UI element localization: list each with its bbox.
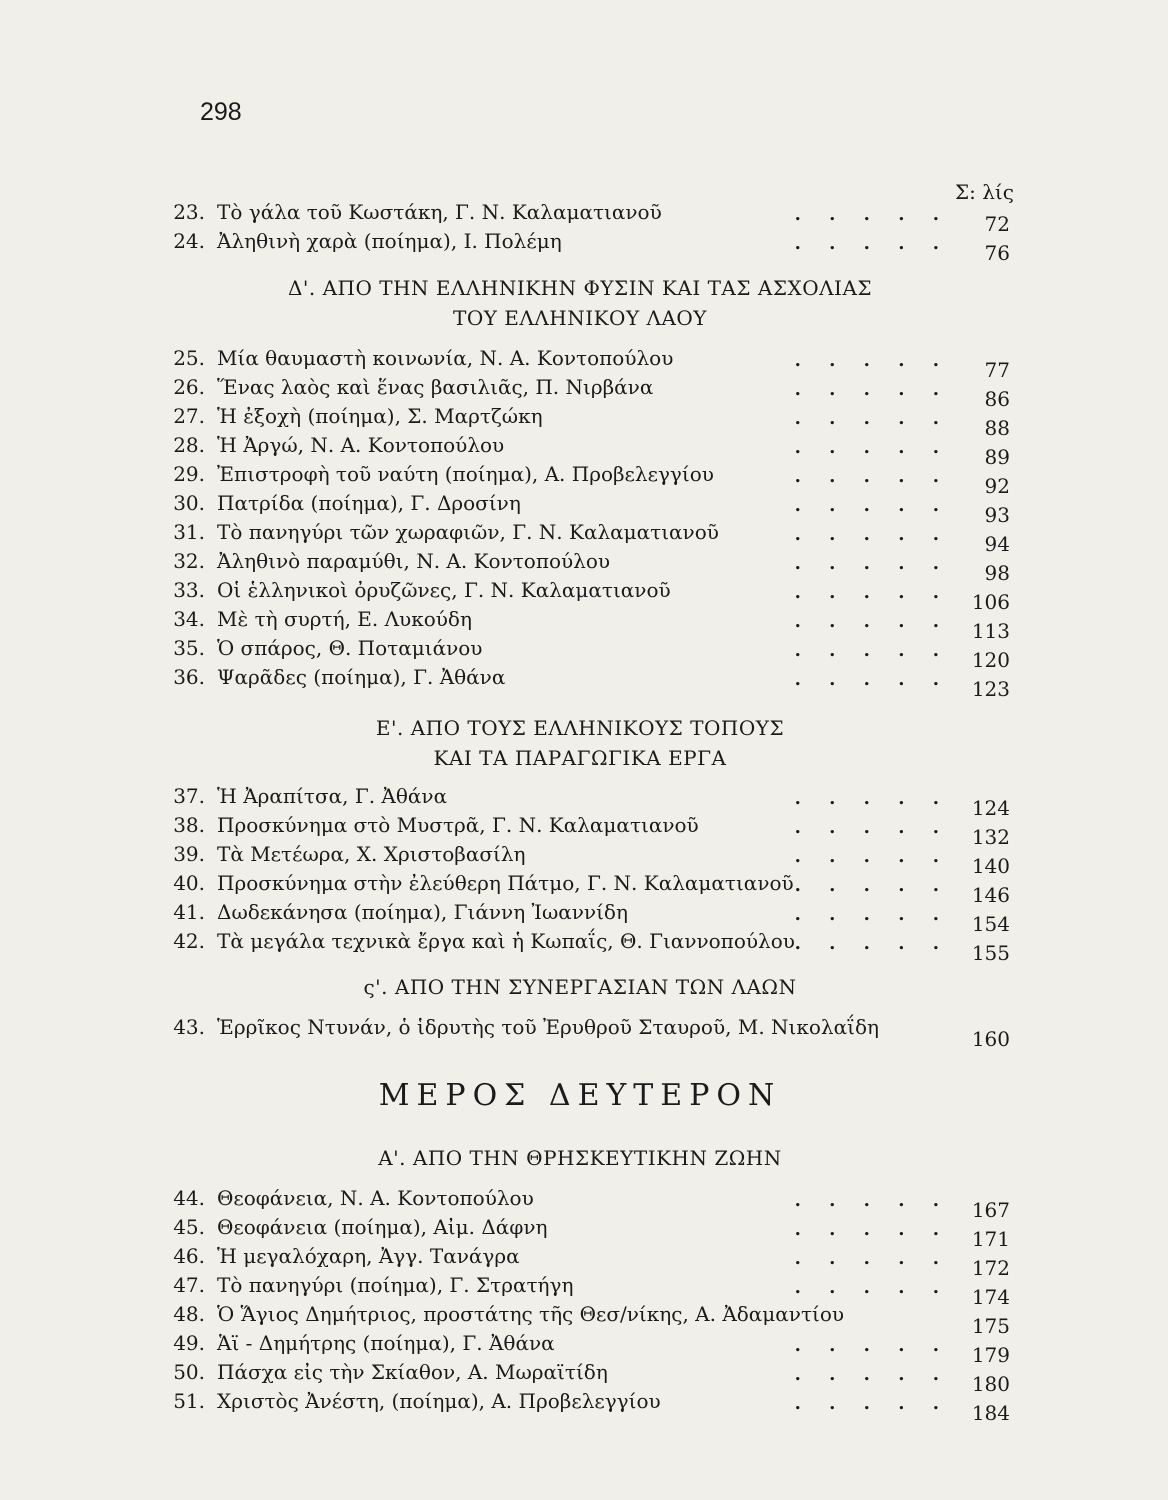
leader-dots: . . . . . (794, 1248, 950, 1269)
toc-entry (150, 1302, 1010, 1338)
entry-page: 154 (971, 912, 1010, 936)
entry-page: 180 (971, 1372, 1010, 1396)
toc-entry (150, 1215, 1010, 1251)
entry-page: 167 (971, 1198, 1010, 1222)
entry-title: Προσκύνημα στὸ Μυστρᾶ, Γ. Ν. Καλαματιανοῦ (217, 813, 699, 837)
entry-title: Χριστὸς Ἀνέστη, (ποίημα), Α. Προβελεγγίου (217, 1389, 661, 1413)
leader-dots: . . . . . (794, 437, 950, 458)
leader-dots: . . . . . (794, 846, 950, 867)
entry-number: 35. (173, 636, 205, 660)
toc-entry (150, 520, 1010, 556)
toc-entry (150, 200, 1010, 236)
toc-entry (150, 433, 1010, 469)
part-heading: ΜΕΡΟΣ ΔΕΥΤΕΡΟΝ (378, 1078, 782, 1113)
leader-dots: . . . . . (794, 817, 950, 838)
toc-entry (150, 871, 1010, 907)
leader-dots: . . . . . (794, 350, 950, 371)
entry-number: 44. (173, 1186, 205, 1210)
section-heading: Ε'. ΑΠΟ ΤΟΥΣ ΕΛΛΗΝΙΚΟΥΣ ΤΟΠΟΥΣ (375, 716, 785, 740)
entry-title: Ἡ Ἀραπίτσα, Γ. Ἀθάνα (217, 784, 448, 808)
entry-title: Πάσχα εἰς τὴν Σκίαθον, Α. Μωραϊτίδη (217, 1360, 608, 1384)
entry-page: 113 (971, 619, 1010, 643)
entry-number: 43. (173, 1015, 205, 1039)
entry-number: 45. (173, 1215, 205, 1239)
section-heading: ς'. ΑΠΟ ΤΗΝ ΣΥΝΕΡΓΑΣΙΑΝ ΤΩΝ ΛΑΩΝ (363, 975, 797, 999)
entry-number: 40. (173, 871, 205, 895)
entry-number: 48. (173, 1302, 205, 1326)
toc-entry (150, 1015, 1010, 1051)
entry-number: 32. (173, 549, 205, 573)
entry-number: 34. (173, 607, 205, 631)
entry-page: 124 (971, 796, 1010, 820)
entry-title: Οἱ ἑλληνικοὶ ὀρυζῶνες, Γ. Ν. Καλαματιανοῦ (217, 578, 671, 602)
leader-dots: . . . . . (794, 1277, 950, 1298)
entry-page: 76 (984, 241, 1010, 265)
leader-dots: . . . . . (794, 788, 950, 809)
entry-title: Προσκύνημα στὴν ἐλεύθερη Πάτμο, Γ. Ν. Καλαματιανοῦ (217, 871, 794, 895)
entry-number: 31. (173, 520, 205, 544)
entry-title: Τὰ μεγάλα τεχνικὰ ἔργα καὶ ἡ Κωπαΐς, Θ. Γιαννοπούλου (217, 929, 795, 953)
entry-page: 94 (984, 532, 1010, 556)
entry-title: Ἡ ἐξοχὴ (ποίημα), Σ. Μαρτζώκη (217, 404, 543, 428)
entry-number: 49. (173, 1331, 205, 1355)
entry-number: 47. (173, 1273, 205, 1297)
entry-page: 77 (984, 358, 1010, 382)
leader-dots: . . . . . (794, 1364, 950, 1385)
entry-number: 24. (173, 229, 205, 253)
entry-page: 140 (971, 854, 1010, 878)
toc-entry (150, 404, 1010, 440)
page-number: 298 (200, 98, 242, 126)
toc-entry (150, 1273, 1010, 1309)
entry-number: 27. (173, 404, 205, 428)
section-heading: ΤΟΥ ΕΛΛΗΝΙΚΟΥ ΛΑΟΥ (452, 306, 707, 330)
entry-page: 171 (971, 1227, 1010, 1251)
entry-title: Ἡ Ἀργώ, Ν. Α. Κοντοπούλου (217, 433, 505, 457)
entry-page: 172 (971, 1256, 1010, 1280)
leader-dots: . . . . . (794, 904, 950, 925)
entry-title: Τὸ πανηγύρι τῶν χωραφιῶν, Γ. Ν. Καλαματιανοῦ (217, 520, 719, 544)
toc-entry (150, 929, 1010, 965)
entry-number: 33. (173, 578, 205, 602)
toc-entry (150, 1186, 1010, 1222)
leader-dots: . . . . . (794, 233, 950, 254)
entry-number: 26. (173, 375, 205, 399)
entry-page: 86 (984, 387, 1010, 411)
entry-title: Ἡ μεγαλόχαρη, Ἀγγ. Τανάγρα (217, 1244, 520, 1268)
toc-entry (150, 842, 1010, 878)
toc-entry (150, 229, 1010, 265)
entry-title: Ψαρᾶδες (ποίημα), Γ. Ἀθάνα (217, 665, 506, 689)
entry-title: Θεοφάνεια (ποίημα), Αἰμ. Δάφνη (217, 1215, 548, 1239)
leader-dots: . . . . . (794, 1219, 950, 1240)
leader-dots: . . . . . (794, 1335, 950, 1356)
pages-column-label: Σ: λίς (955, 180, 1014, 204)
leader-dots: . . . . . (794, 204, 950, 225)
entry-title: Ἕνας λαὸς καὶ ἕνας βασιλιᾶς, Π. Νιρβάνα (217, 375, 654, 399)
entry-number: 28. (173, 433, 205, 457)
toc-entry (150, 462, 1010, 498)
toc-entry (150, 665, 1010, 701)
entry-title: Θεοφάνεια, Ν. Α. Κοντοπούλου (217, 1186, 534, 1210)
leader-dots: . . . . . (794, 495, 950, 516)
entry-title: Ἀληθινὸ παραμύθι, Ν. Α. Κοντοπούλου (217, 549, 611, 573)
entry-number: 51. (173, 1389, 205, 1413)
entry-page: 92 (984, 474, 1010, 498)
section-heading: Δ'. ΑΠΟ ΤΗΝ ΕΛΛΗΝΙΚΗΝ ΦΥΣΙΝ ΚΑΙ ΤΑΣ ΑΣΧΟΛΙΑΣ (287, 276, 873, 300)
entry-page: 98 (984, 561, 1010, 585)
entry-page: 93 (984, 503, 1010, 527)
toc-entry (150, 1360, 1010, 1396)
leader-dots: . . . . . (794, 1190, 950, 1211)
entry-page: 179 (971, 1343, 1010, 1367)
toc-entry (150, 813, 1010, 849)
entry-number: 46. (173, 1244, 205, 1268)
entry-page: 160 (971, 1027, 1010, 1051)
toc-entry (150, 1331, 1010, 1367)
entry-title: Πατρίδα (ποίημα), Γ. Δροσίνη (217, 491, 521, 515)
entry-title: Τὸ πανηγύρι (ποίημα), Γ. Στρατήγη (217, 1273, 574, 1297)
toc-entry (150, 549, 1010, 585)
entry-number: 23. (173, 200, 205, 224)
toc-entry (150, 491, 1010, 527)
entry-number: 36. (173, 665, 205, 689)
entry-number: 30. (173, 491, 205, 515)
entry-page: 106 (971, 590, 1010, 614)
entry-title: Δωδεκάνησα (ποίημα), Γιάννη Ἰωαννίδη (217, 900, 628, 924)
toc-entry (150, 346, 1010, 382)
leader-dots: . . . . . (794, 611, 950, 632)
toc-entry (150, 784, 1010, 820)
entry-page: 132 (971, 825, 1010, 849)
entry-title: Ὁ σπάρος, Θ. Ποταμιάνου (217, 636, 483, 660)
toc-entry (150, 1389, 1010, 1425)
entry-title: Τὰ Μετέωρα, Χ. Χριστοβασίλη (217, 842, 526, 866)
toc-entry (150, 375, 1010, 411)
entry-number: 41. (173, 900, 205, 924)
leader-dots: . . . . . (794, 524, 950, 545)
leader-dots: . . . . . (794, 1393, 950, 1414)
toc-entry (150, 1244, 1010, 1280)
leader-dots: . . . . . (794, 875, 950, 896)
leader-dots: . . . . . (794, 582, 950, 603)
entry-number: 39. (173, 842, 205, 866)
entry-page: 72 (984, 212, 1010, 236)
entry-number: 25. (173, 346, 205, 370)
entry-title: Τὸ γάλα τοῦ Κωστάκη, Γ. Ν. Καλαματιανοῦ (217, 200, 662, 224)
section-heading: ΚΑΙ ΤΑ ΠΑΡΑΓΩΓΙΚΑ ΕΡΓΑ (433, 746, 727, 770)
entry-page: 146 (971, 883, 1010, 907)
leader-dots: . . . . . (794, 408, 950, 429)
leader-dots: . . . . . (794, 933, 950, 954)
entry-page: 120 (971, 648, 1010, 672)
entry-page: 88 (984, 416, 1010, 440)
entry-title: Ἁϊ - Δημήτρης (ποίημα), Γ. Ἀθάνα (217, 1331, 555, 1355)
entry-number: 37. (173, 784, 205, 808)
entry-page: 175 (971, 1314, 1010, 1338)
entry-title: Ἑρρῖκος Ντυνάν, ὁ ἱδρυτὴς τοῦ Ἐρυθροῦ Σταυροῦ, Μ. Νικολαΐδη (217, 1015, 879, 1039)
toc-entry (150, 607, 1010, 643)
entry-page: 123 (971, 677, 1010, 701)
entry-page: 155 (971, 941, 1010, 965)
entry-number: 29. (173, 462, 205, 486)
entry-page: 89 (984, 445, 1010, 469)
entry-title: Μία θαυμαστὴ κοινωνία, Ν. Α. Κοντοπούλου (217, 346, 674, 370)
entry-title: Μὲ τὴ συρτή, Ε. Λυκούδη (217, 607, 472, 631)
entry-number: 50. (173, 1360, 205, 1384)
entry-number: 42. (173, 929, 205, 953)
leader-dots: . . . . . (794, 640, 950, 661)
leader-dots: . . . . . (794, 553, 950, 574)
entry-title: Ἐπιστροφὴ τοῦ ναύτη (ποίημα), Α. Προβελεγγίου (217, 462, 714, 486)
entry-title: Ἀληθινὴ χαρὰ (ποίημα), Ι. Πολέμη (217, 229, 562, 253)
toc-entry (150, 636, 1010, 672)
leader-dots: . . . . . (794, 379, 950, 400)
leader-dots: . . . . . (794, 466, 950, 487)
entry-page: 184 (971, 1401, 1010, 1425)
entry-title: Ὁ Ἅγιος Δημήτριος, προστάτης τῆς Θεσ/νίκης, Α. Ἀδαμαντίου (217, 1302, 845, 1326)
entry-number: 38. (173, 813, 205, 837)
leader-dots: . . . . . (794, 669, 950, 690)
entry-page: 174 (971, 1285, 1010, 1309)
section-heading: Α'. ΑΠΟ ΤΗΝ ΘΡΗΣΚΕΥΤΙΚΗΝ ΖΩΗΝ (378, 1146, 782, 1170)
toc-entry (150, 900, 1010, 936)
toc-entry (150, 578, 1010, 614)
